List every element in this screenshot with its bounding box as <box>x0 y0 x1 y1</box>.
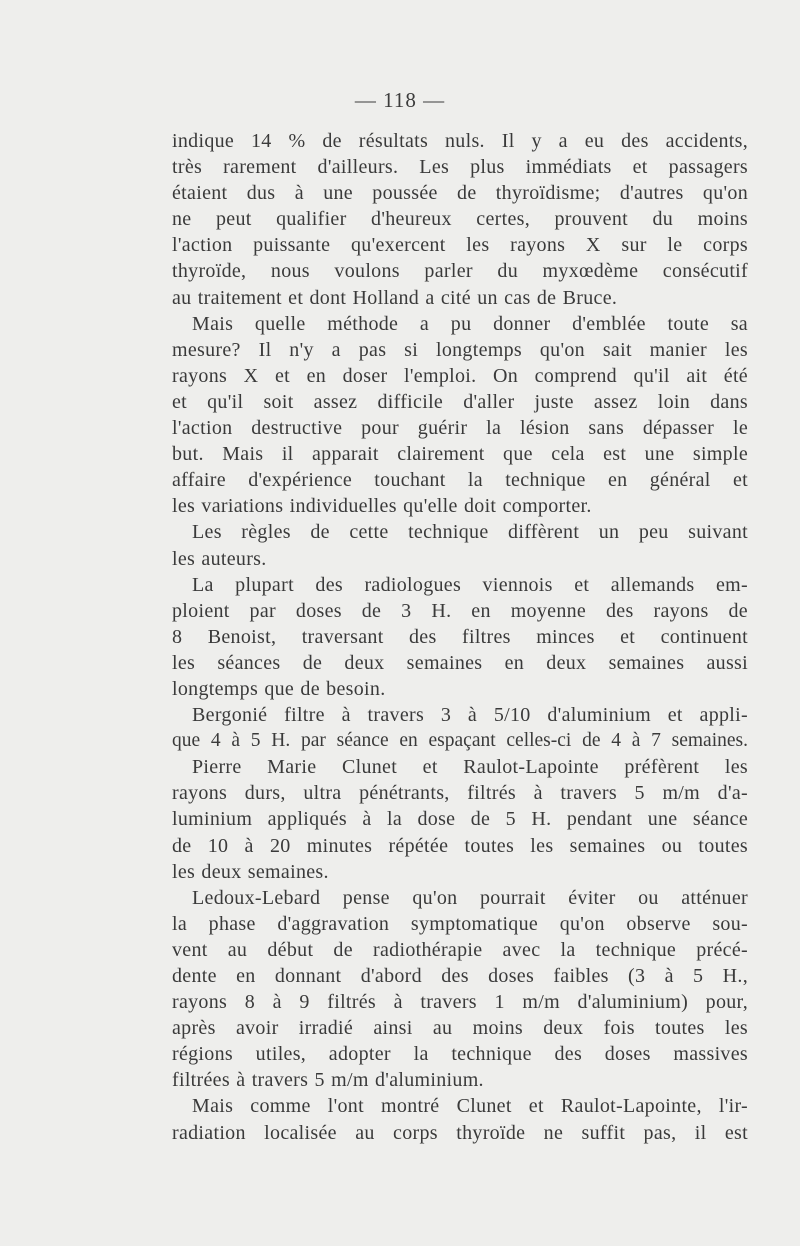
text-line: Mais comme l'ont montré Clunet et Raulot-Lapointe, l'ir- <box>192 1095 748 1118</box>
text-line: au traitement et dont Holland a cité un cas de Bruce. <box>172 286 618 309</box>
text-line: ne peut qualifier d'heureux certes, prouvent du moins <box>172 208 748 231</box>
text-line: les variations individuelles qu'elle doit comporter. <box>172 495 592 518</box>
text-line: régions utiles, adopter la technique des doses massives <box>172 1043 748 1066</box>
text-line: les séances de deux semaines en deux semaines aussi <box>172 651 748 674</box>
text-line: mesure? Il n'y a pas si longtemps qu'on sait manier les <box>172 338 748 361</box>
text-line: rayons X et en doser l'emploi. On comprend qu'il ait été <box>172 364 748 387</box>
text-line: très rarement d'ailleurs. Les plus immédiats et passagers <box>172 156 748 179</box>
text-line: thyroïde, nous voulons parler du myxœdème consécutif <box>172 260 748 283</box>
text-line: filtrées à travers 5 m/m d'aluminium. <box>172 1069 484 1092</box>
text-line: affaire d'expérience touchant la technique en général et <box>172 469 748 492</box>
text-line: de 10 à 20 minutes répétée toutes les semaines ou toutes <box>172 834 748 857</box>
text-line: étaient dus à une poussée de thyroïdisme; d'autres qu'on <box>172 182 748 205</box>
text-line: les auteurs. <box>172 547 267 570</box>
text-line: rayons durs, ultra pénétrants, filtrés à travers 5 m/m d'a- <box>172 782 748 805</box>
text-line: et qu'il soit assez difficile d'aller juste assez loin dans <box>172 390 748 413</box>
text-line: radiation localisée au corps thyroïde ne suffit pas, il est <box>172 1121 748 1144</box>
text-line: Pierre Marie Clunet et Raulot-Lapointe préfèrent les <box>192 756 748 779</box>
text-line: l'action destructive pour guérir la lésion sans dépasser le <box>172 417 748 440</box>
text-line: 8 Benoist, traversant des filtres minces et continuent <box>172 625 748 648</box>
text-line: but. Mais il apparait clairement que cela est une simple <box>172 443 748 466</box>
body-text <box>172 128 748 1146</box>
text-line: l'action puissante qu'exercent les rayons X sur le corps <box>172 234 748 257</box>
text-line: Ledoux-Lebard pense qu'on pourrait éviter ou atténuer <box>192 886 748 909</box>
text-line: après avoir irradié ainsi au moins deux fois toutes les <box>172 1017 748 1040</box>
text-line: Les règles de cette technique diffèrent un peu suivant <box>192 521 748 544</box>
text-line: Bergonié filtre à travers 3 à 5/10 d'aluminium et appli- <box>192 704 748 727</box>
text-line: rayons 8 à 9 filtrés à travers 1 m/m d'aluminium) pour, <box>172 991 748 1014</box>
text-line: indique 14 % de résultats nuls. Il y a eu des accidents, <box>172 130 748 152</box>
text-line: dente en donnant d'abord des doses faibles (3 à 5 H., <box>172 965 748 987</box>
text-line: La plupart des radiologues viennois et allemands em- <box>192 573 748 596</box>
text-line: ploient par doses de 3 H. en moyenne des rayons de <box>172 599 748 622</box>
page-number: — 118 — <box>354 88 446 112</box>
text-line: que 4 à 5 H. par séance en espaçant celles-ci de 4 à 7 semaines. <box>172 730 748 752</box>
text-line: les deux semaines. <box>172 860 329 883</box>
text-line: longtemps que de besoin. <box>172 677 386 700</box>
text-line: vent au début de radiothérapie avec la technique précé- <box>172 938 748 961</box>
text-line: Mais quelle méthode a pu donner d'emblée toute sa <box>192 312 748 335</box>
text-line: la phase d'aggravation symptomatique qu'on observe sou- <box>172 912 748 935</box>
text-line: luminium appliqués à la dose de 5 H. pendant une séance <box>172 808 748 831</box>
